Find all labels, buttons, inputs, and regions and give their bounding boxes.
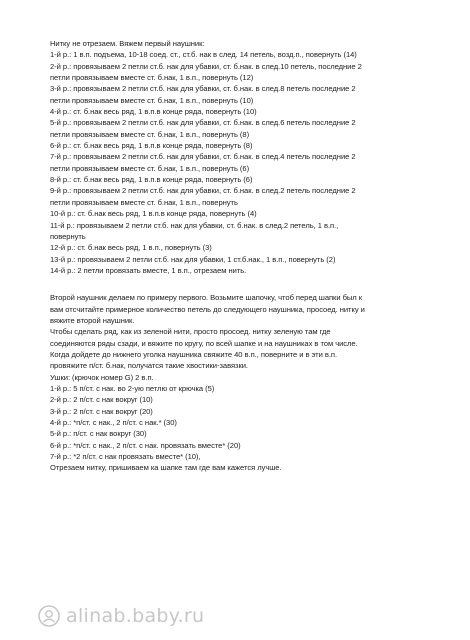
text-line: 3-й р.: провязываем 2 петли ст.б. нак для убавки, ст. б.нак. в след.8 петель последние 2 xyxy=(50,84,356,94)
text-line: 5-й р.: провязываем 2 петли ст.б. нак для убавки, ст. б.нак. в след.6 петель последние 2 xyxy=(50,118,356,128)
text-line: 13-й р.: провязываем 2 петли ст.б. нак для убавки, 1 ст.б.нак., 1 в.п., повернуть (2) xyxy=(50,254,336,264)
text-line: 7-й р.: провязываем 2 петли ст.б. нак для убавки, ст. б.нак. в след.4 петель последние 2 xyxy=(50,152,356,162)
text-line: 6-й р.: *п/ст. с нак., 2 п/ст. с нак. провязать вместе* (20) xyxy=(50,440,241,450)
text-line: петли провязываем вместе ст. б.нак, 1 в.п., повернуть (12) xyxy=(50,73,254,83)
text-line: 5-й р.: п/ст. с нак вокруг (30) xyxy=(50,429,147,439)
text-line: Ушки: (крючок номер G) 2 в.п. xyxy=(50,372,154,382)
text-line: Второй наушник делаем по примеру первого. Возьмите шапочку, чтоб перед шапки был к xyxy=(50,293,363,303)
watermark xyxy=(38,603,204,629)
text-line: Когда дойдете до нижнего уголка наушника свяжите 40 в.п., поверните и в эти в.п. xyxy=(50,349,338,359)
text-line: Чтобы сделать ряд, как из зеленой нити, просто просоед. нитку зеленую там где xyxy=(50,327,331,337)
text-line: 1-й р.: 5 п/ст. с нак. во 2-ую петлю от крючка (5) xyxy=(50,383,215,393)
text-line: петли провязываем вместе ст. б.нак, 1 в.п., повернуть (8) xyxy=(50,129,250,139)
text-line: 7-й р.: *2 п/ст. с нак провязать вместе* (10), xyxy=(50,452,201,462)
section-first-earflap xyxy=(50,38,450,276)
paragraph-gap xyxy=(50,276,450,292)
text-line: 8-й р.: ст. б.нак весь ряд, 1 в.п.в конце ряда, повернуть (6) xyxy=(50,175,253,185)
document-page xyxy=(50,38,450,474)
text-line: вяжите второй наушник. xyxy=(50,315,135,325)
text-line: 14-й р.: 2 петли провязать вместе, 1 в.п., отрезаем нить. xyxy=(50,265,247,275)
text-line: петли провязываем вместе ст. б.нак, 1 в.п., повернуть (6) xyxy=(50,163,250,173)
text-line: соединяются ряды сзади, и вяжите по кругу, по всей шапке и на наушниках в том числе. xyxy=(50,338,358,348)
text-line: 4-й р.: *п/ст. с нак., 2 п/ст. с нак.* (30) xyxy=(50,418,177,427)
text-line: 2-й р.: провязываем 2 петли ст.б. нак для убавки, ст. б.нак. в след.10 петель, последние 2 xyxy=(50,61,362,71)
text-line: 9-й р.: провязываем 2 петли ст.б. нак для убавки, ст. б.нак. в след.2 петель последние 2 xyxy=(50,186,356,196)
text-line: 1-й р.: 1 в.п. подъема, 10-18 соед. ст., ст.б. нак в след. 14 петель, возд.п., повернуть (14) xyxy=(50,50,357,60)
text-line: петли провязываем вместе ст. б.нак, 1 в.п., повернуть (10) xyxy=(50,95,254,105)
watermark-text: alinab.baby.ru xyxy=(66,605,205,627)
text-line: провяжите п/ст. б.нак, получатся такие хвостики-завязки. xyxy=(50,361,248,371)
text-line: 10-й р.: ст. б.нак весь ряд, 1 в.п.в конце ряда, повернуть (4) xyxy=(50,209,257,219)
text-line: петли провязываем вместе ст. б.нак, 1 в.п., повернуть xyxy=(50,197,238,207)
text-line: вам отсчитайте примерное количество петель до следующего наушника, просоед. нитку и xyxy=(50,304,365,314)
text-line: 2-й р.: 2 п/ст. с нак вокруг (10) xyxy=(50,395,153,405)
text-line: 4-й р.: ст. б.нак весь ряд, 1 в.п.в конце ряда, повернуть (10) xyxy=(50,107,257,117)
text-line: 3-й р.: 2 п/ст. с нак вокруг (20) xyxy=(50,406,153,416)
text-line: Нитку не отрезаем. Вяжем первый наушник: xyxy=(50,39,205,48)
section-second-earflap-and-ears xyxy=(50,292,450,474)
text-line: 6-й р.: ст. б.нак весь ряд, 1 в.п.в конце ряда, повернуть (8) xyxy=(50,141,253,151)
text-line: Отрезаем нитку, пришиваем ка шапке там где вам кажется лучше. xyxy=(50,463,282,473)
baby-ru-logo-icon xyxy=(38,605,60,627)
text-line: 11-й р.: провязываем 2 петли ст.б. нак для убавки, ст. б.нак. в след.2 петель, 1 в.п., xyxy=(50,220,339,230)
text-line: 12-й р.: ст. б.нак весь ряд, 1 в.п., повернуть (3) xyxy=(50,243,212,253)
text-line: повернуть xyxy=(50,231,86,241)
